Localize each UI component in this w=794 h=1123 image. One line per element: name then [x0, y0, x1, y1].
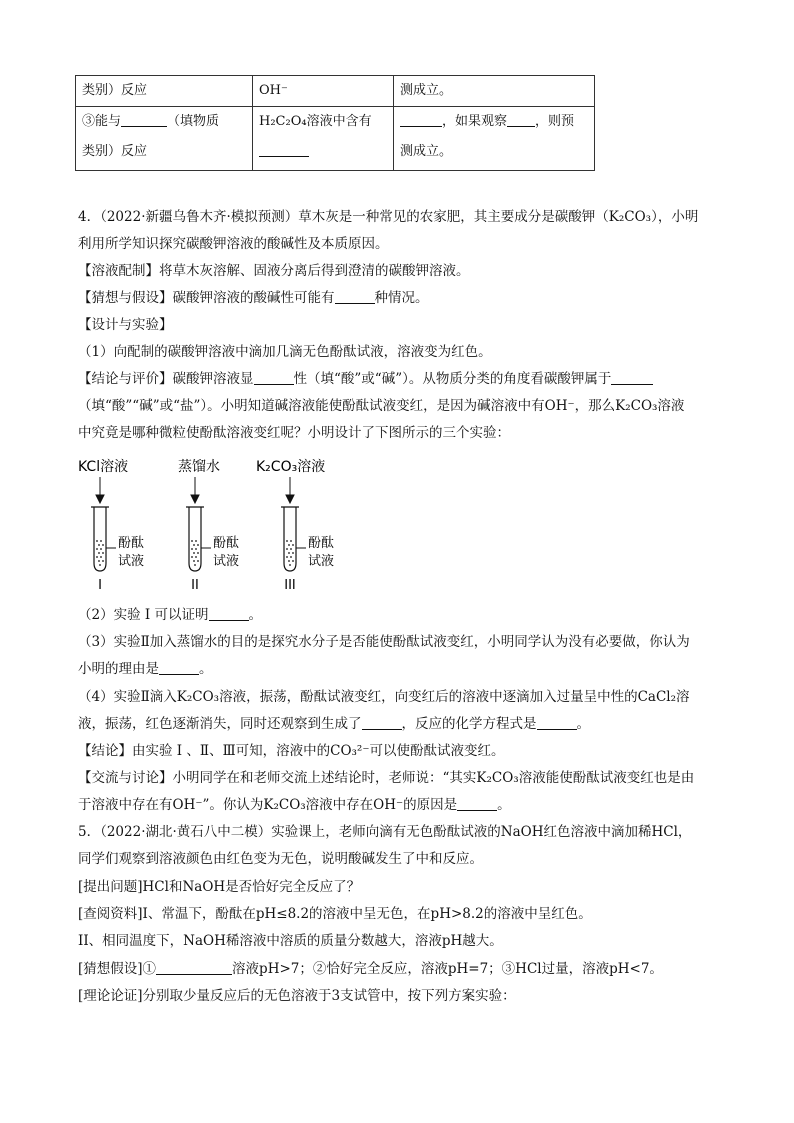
tube-number: II: [191, 578, 199, 593]
answer-blank[interactable]: [335, 289, 375, 304]
answer-blank[interactable]: [209, 606, 249, 621]
answer-blank[interactable]: [537, 715, 577, 730]
label-k2co3: K₂CO₃溶液: [256, 459, 326, 475]
question-5-line: [提出问题]HCl和NaOH是否恰好完全反应了？: [78, 879, 361, 895]
question-4-line: 中究竟是哪种微粒使酚酞溶液变红呢？小明设计了下图所示的三个实验：: [78, 425, 510, 441]
tube-number: I: [98, 578, 102, 593]
question-4-line: 4．（2022·新疆乌鲁木齐·模拟预测）草木灰是一种常见的农家肥，其主要成分是碳酸钾（K₂CO₃），小明: [78, 209, 699, 225]
question-5-line: [猜想假设]① 溶液pH>7；②恰好完全反应，溶液pH=7；③HCl过量，溶液pH<7。: [78, 961, 663, 977]
experiment-table: [75, 75, 595, 171]
question-4-line: （2）实验 I 可以证明 。: [78, 607, 263, 623]
question-4-line: （1）向配制的碳酸钾溶液中滴加几滴无色酚酞试液，溶液变为红色。: [78, 344, 492, 360]
question-4-line: 【结论】由实验 I 、Ⅱ、Ⅲ可知，溶液中的CO₃²⁻可以使酚酞试液变红。: [78, 743, 505, 759]
answer-blank[interactable]: [156, 960, 232, 975]
table-cell: 测成立。: [394, 76, 595, 107]
question-4-line: 利用所学知识探究碳酸钾溶液的酸碱性及本质原因。: [78, 236, 389, 252]
table-cell: OH⁻: [253, 76, 394, 107]
question-4-line: （3）实验Ⅱ加入蒸馏水的目的是探究水分子是否能使酚酞试液变红，小明同学认为没有必要做，你认为: [78, 634, 690, 650]
table-row: [76, 76, 595, 107]
label-kcl: KCl溶液: [78, 459, 129, 475]
question-4-line: 【溶液配制】将草木灰溶解、固液分离后得到澄清的碳酸钾溶液。: [78, 263, 470, 279]
answer-blank[interactable]: [611, 370, 653, 385]
answer-blank[interactable]: [121, 112, 167, 127]
table-cell: ，如果观察 ，则预 测成立。: [394, 107, 595, 171]
answer-blank[interactable]: [457, 796, 497, 811]
question-5-line: [理论论证]分别取少量反应后的无色溶液于3支试管中，按下列方案实验：: [78, 988, 516, 1004]
question-4-line: 【结论与评价】碳酸钾溶液显 性（填“酸”或“碱”）。从物质分类的角度看碳酸钾属于: [78, 370, 718, 388]
section-heading: 【设计与实验】: [78, 317, 173, 333]
question-4-line: 【猜想与假设】碳酸钾溶液的酸碱性可能有 种情况。: [78, 290, 429, 306]
question-4-line: 于溶液中存在有OH⁻”。你认为K₂CO₃溶液中存在OH⁻的原因是 。: [78, 797, 511, 813]
question-5-line: II、相同温度下，NaOH稀溶液中溶质的质量分数越大，溶液pH越大。: [78, 933, 503, 949]
question-4-line: 液，振荡，红色逐渐消失，同时还观察到生成了 ，反应的化学方程式是 。: [78, 716, 590, 732]
phenolphthalein-label: 酚酞: [213, 536, 240, 551]
question-5-line: [查阅资料]I、常温下，酚酞在pH≤8.2的溶液中呈无色，在pH>8.2的溶液中呈红色。: [78, 906, 592, 922]
question-4-line: （填“酸”“碱”或“盐”）。小明知道碱溶液能使酚酞试液变红，是因为碱溶液中有OH⁻，那么K₂CO₃溶液: [78, 398, 685, 414]
answer-blank[interactable]: [507, 112, 535, 127]
question-5-line: 5．（2022·湖北·黄石八中二模）实验课上，老师向滴有无色酚酞试液的NaOH红色溶液中滴加稀HCl，: [78, 824, 692, 840]
phenolphthalein-label: 酚酞: [118, 536, 145, 551]
arrow-icon: [96, 477, 294, 503]
tube-number: III: [284, 578, 296, 593]
table-cell: 类别）反应: [76, 76, 253, 107]
phenolphthalein-label: 试液: [213, 554, 240, 569]
label-water: 蒸馏水: [178, 459, 220, 475]
answer-blank[interactable]: [254, 370, 294, 385]
table-cell: ③能与 （填物质 类别）反应: [76, 107, 253, 171]
table-row: [76, 107, 595, 171]
table-cell: H₂C₂O₄溶液中含有: [253, 107, 394, 171]
question-5-line: 同学们观察到溶液颜色由红色变为无色，说明酸碱发生了中和反应。: [78, 851, 483, 867]
phenolphthalein-label: 试液: [118, 554, 145, 569]
question-4-line: 小明的理由是 。: [78, 661, 213, 677]
phenolphthalein-label: 酚酞: [308, 536, 335, 551]
answer-blank[interactable]: [362, 715, 402, 730]
question-4-line: （4）实验Ⅱ滴入K₂CO₃溶液，振荡，酚酞试液变红，向变红后的溶液中逐滴加入过量呈中性的CaCl₂溶: [78, 689, 690, 705]
question-4-line: 【交流与讨论】小明同学在和老师交流上述结论时，老师说：“其实K₂CO₃溶液能使酚酞试液变红也是由: [78, 770, 695, 786]
answer-blank[interactable]: [159, 660, 199, 675]
answer-blank[interactable]: [400, 112, 442, 127]
test-tube-figure: [78, 455, 378, 595]
phenolphthalein-label: 试液: [308, 554, 335, 569]
answer-blank[interactable]: [259, 142, 309, 157]
